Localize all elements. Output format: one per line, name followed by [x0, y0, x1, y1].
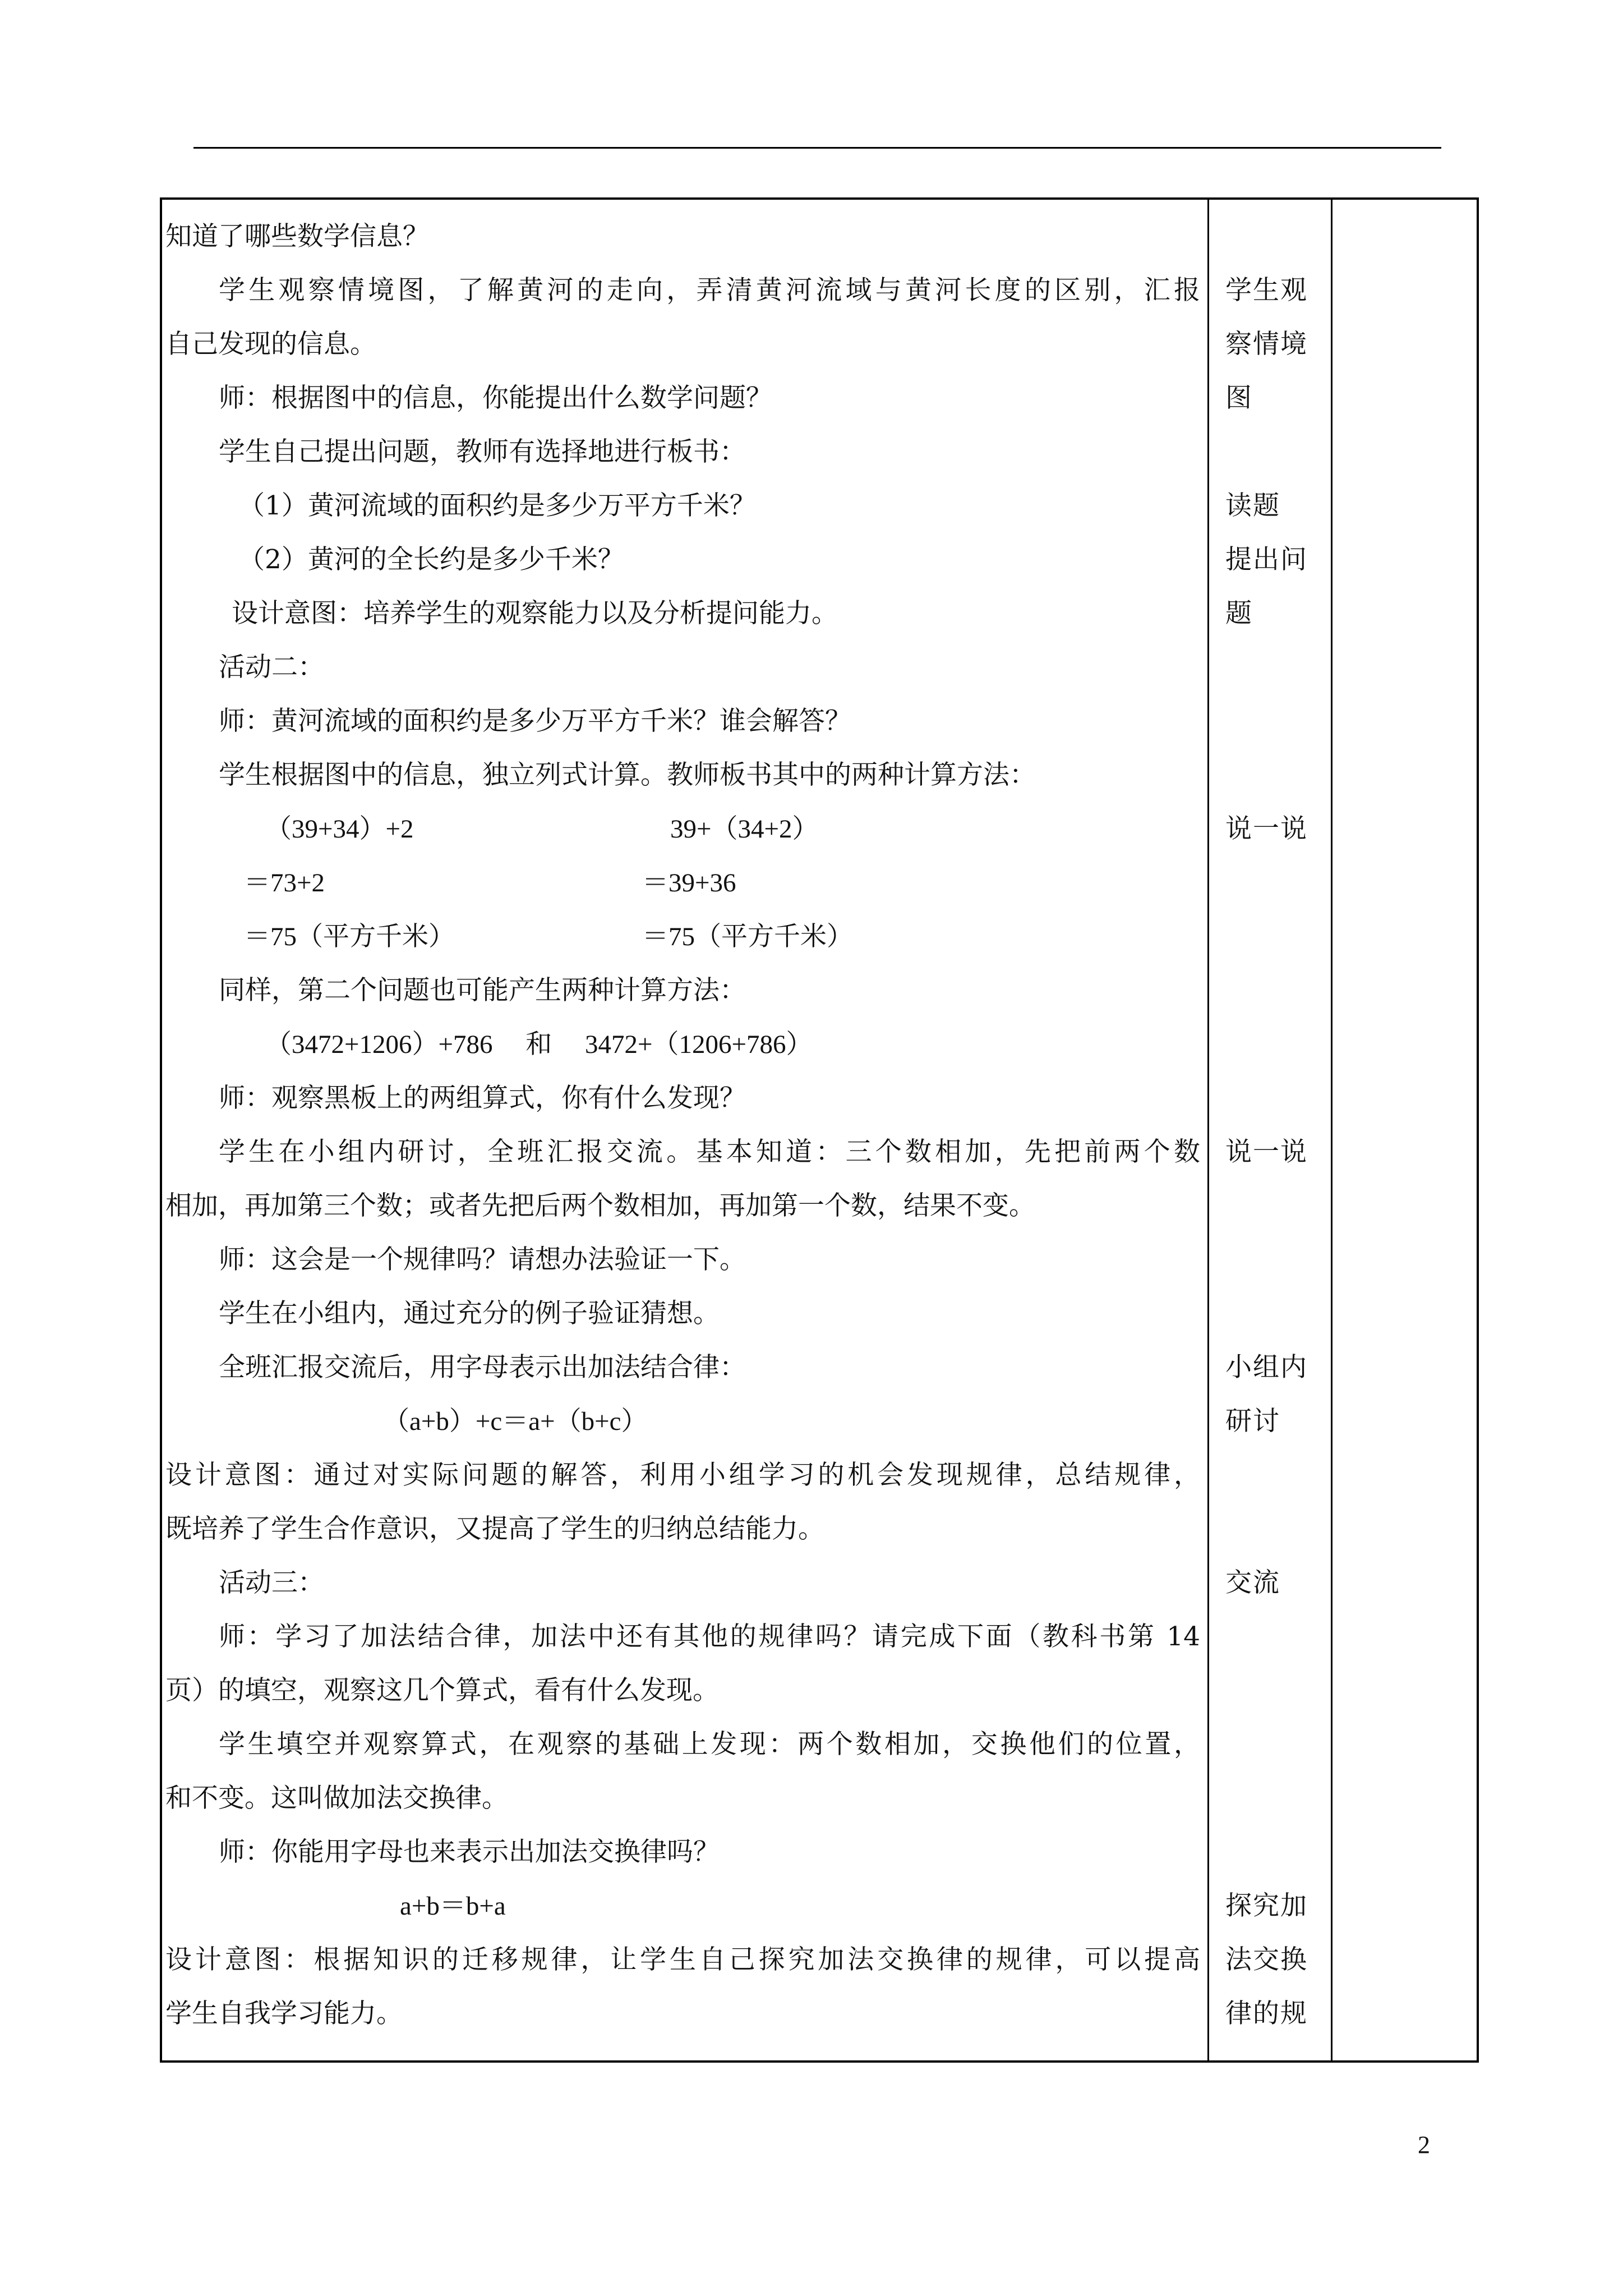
side-note: 察情境 — [1225, 329, 1308, 360]
side-note: 交流 — [1225, 1567, 1280, 1598]
calc-right: 39+（34+2） — [670, 815, 819, 844]
side-note: 研讨 — [1225, 1406, 1280, 1437]
content-line: 页）的填空，观察这几个算式，看有什么发现。 — [165, 1675, 719, 1706]
content-line: 设计意图：培养学生的观察能力以及分析提问能力。 — [232, 598, 838, 629]
calc-right: ＝39+36 — [642, 868, 736, 898]
side-note: 探究加 — [1225, 1890, 1308, 1921]
content-line: 师：学习了加法结合律，加法中还有其他的规律吗？请完成下面（教科书第 14 — [219, 1621, 1200, 1652]
content-line: （a+b）+c＝a+（b+c） — [383, 1407, 648, 1436]
content-line: 学生在小组内，通过充分的例子验证猜想。 — [219, 1298, 720, 1329]
calc-left: ＝75（平方千米） — [244, 922, 455, 951]
side-note: 小组内 — [1225, 1352, 1308, 1383]
content-line: 和不变。这叫做加法交换律。 — [165, 1783, 508, 1814]
content-line: 师：根据图中的信息，你能提出什么数学问题？ — [219, 383, 772, 413]
content-line: 师：这会是一个规律吗？请想办法验证一下。 — [219, 1244, 746, 1275]
side-note: 说一说 — [1225, 1137, 1308, 1167]
content-line: （3472+1206）+786 和 3472+（1206+786） — [265, 1030, 813, 1059]
header-rule — [193, 147, 1441, 149]
side-note: 读题 — [1225, 490, 1280, 521]
content-line: 设计意图：通过对实际问题的解答，利用小组学习的机会发现规律，总结规律， — [165, 1460, 1200, 1490]
content-line: 学生填空并观察算式，在观察的基础上发现：两个数相加，交换他们的位置， — [219, 1729, 1200, 1760]
side-note: 学生观 — [1225, 275, 1308, 306]
content-line: 自己发现的信息。 — [165, 329, 376, 360]
content-line: 全班汇报交流后，用字母表示出加法结合律： — [219, 1352, 746, 1383]
content-line: 学生自我学习能力。 — [165, 1998, 403, 2029]
content-line: 知道了哪些数学信息？ — [165, 221, 429, 252]
content-line: 活动二： — [219, 652, 324, 683]
content-line: 师：你能用字母也来表示出加法交换律吗？ — [219, 1837, 720, 1867]
side-note: 法交换 — [1225, 1944, 1308, 1975]
side-note: 提出问 — [1225, 544, 1308, 575]
content-line: 学生自己提出问题，教师有选择地进行板书： — [219, 436, 746, 467]
calc-left: ＝73+2 — [244, 868, 325, 898]
side-note: 律的规 — [1225, 1998, 1308, 2029]
content-line: 相加，再加第三个数；或者先把后两个数相加，再加第一个数，结果不变。 — [165, 1190, 1035, 1221]
content-line: （1）黄河流域的面积约是多少万平方千米？ — [238, 490, 756, 521]
content-line: 学生在小组内研讨，全班汇报交流。基本知道：三个数相加，先把前两个数 — [219, 1137, 1200, 1167]
table-column-divider — [1331, 197, 1332, 2063]
content-line: 师：观察黑板上的两组算式，你有什么发现？ — [219, 1083, 746, 1114]
content-line: （2）黄河的全长约是多少千米？ — [238, 544, 624, 575]
content-line: a+b＝b+a — [400, 1892, 506, 1921]
calc-right: ＝75（平方千米） — [642, 922, 853, 951]
side-note: 图 — [1225, 383, 1253, 413]
content-line: 既培养了学生合作意识，又提高了学生的归纳总结能力。 — [165, 1513, 824, 1544]
content-line: 学生观察情境图，了解黄河的走向，弄清黄河流域与黄河长度的区别，汇报 — [219, 275, 1200, 306]
side-note: 题 — [1225, 598, 1253, 629]
content-line: 活动三： — [219, 1567, 324, 1598]
content-line: 设计意图：根据知识的迁移规律，让学生自己探究加法交换律的规律，可以提高 — [165, 1944, 1200, 1975]
side-note: 说一说 — [1225, 813, 1308, 844]
content-line: 同样，第二个问题也可能产生两种计算方法： — [219, 975, 746, 1006]
calc-left: （39+34）+2 — [265, 815, 414, 844]
table-column-divider — [1207, 197, 1209, 2063]
content-line: 师：黄河流域的面积约是多少万平方千米？谁会解答？ — [219, 706, 851, 737]
content-line: 学生根据图中的信息，独立列式计算。教师板书其中的两种计算方法： — [219, 760, 1036, 790]
page-number: 2 — [1418, 2131, 1430, 2159]
